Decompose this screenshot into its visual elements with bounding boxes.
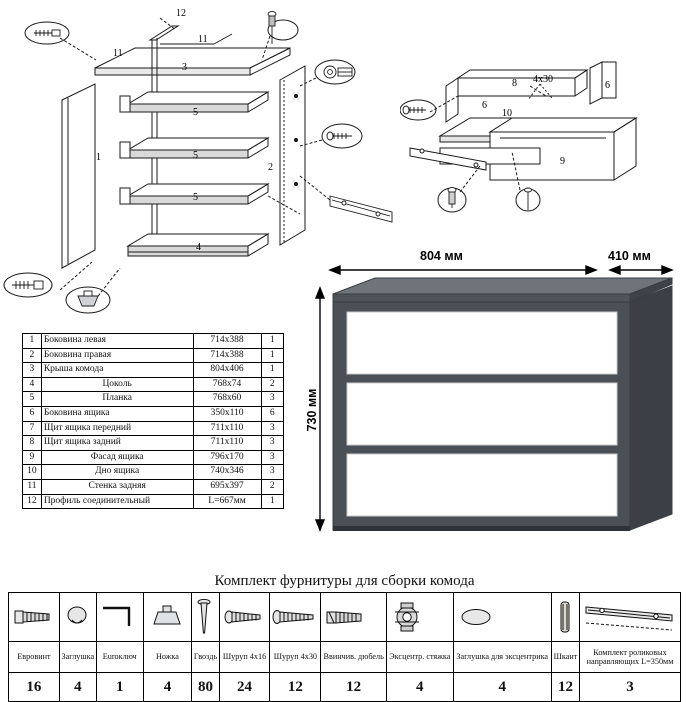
- part-name: Профиль соединительный: [41, 494, 193, 509]
- part-size: 711х110: [193, 436, 261, 451]
- hardware-count: 3: [580, 673, 681, 702]
- part-number: 1: [23, 334, 42, 349]
- part-size: 804х406: [193, 363, 261, 378]
- part-qty: 2: [261, 479, 284, 494]
- part-qty: 2: [261, 377, 284, 392]
- part-name: Стенка задняя: [41, 479, 193, 494]
- hardware-count: 4: [387, 673, 454, 702]
- svg-text:11: 11: [113, 48, 123, 59]
- svg-text:5: 5: [193, 192, 198, 203]
- table-row: [23, 465, 284, 480]
- svg-text:5: 5: [193, 107, 198, 118]
- hardware-count: 12: [551, 673, 579, 702]
- hardware-label: Ввинчив. дюбель: [321, 642, 387, 673]
- cam-cover-icon: [453, 593, 551, 642]
- hardware-kit-title: Комплект фурнитуры для сборки комода: [214, 573, 475, 589]
- part-qty: 3: [261, 450, 284, 465]
- part-qty: 3: [261, 392, 284, 407]
- part-name: Цоколь: [41, 377, 193, 392]
- hardware-label: Заглушка: [59, 642, 96, 673]
- hardware-label: Euroключ: [96, 642, 143, 673]
- table-row: [23, 334, 284, 349]
- part-qty: 3: [261, 465, 284, 480]
- part-size: 768х74: [193, 377, 261, 392]
- hardware-count: 1: [96, 673, 143, 702]
- part-number: 2: [23, 348, 42, 363]
- hardware-label: Заглушка для эксцентрика: [453, 642, 551, 673]
- hardware-count: 80: [192, 673, 219, 702]
- part-number: 5: [23, 392, 42, 407]
- height-dimension-label: 730 мм: [305, 388, 319, 432]
- part-size: 711х110: [193, 421, 261, 436]
- part-number: 7: [23, 421, 42, 436]
- part-number: 9: [23, 450, 42, 465]
- callout-12: 12: [176, 8, 186, 19]
- depth-dimension-label: 410 мм: [608, 249, 651, 263]
- part-name: Боковина правая: [41, 348, 193, 363]
- table-row: [23, 377, 284, 392]
- svg-text:5: 5: [193, 150, 198, 161]
- part-name: Щит ящика передний: [41, 421, 193, 436]
- hardware-label: Эксцентр. стяжка: [387, 642, 454, 673]
- table-row: [23, 406, 284, 421]
- nail-icon: [192, 593, 219, 642]
- part-qty: 1: [261, 363, 284, 378]
- hardware-label: Шкант: [551, 642, 579, 673]
- part-number: 8: [23, 436, 42, 451]
- hardware-label: Гвоздь: [192, 642, 219, 673]
- hardware-label: Комплект роликовых направляющих L=350мм: [580, 642, 681, 673]
- hardware-kit-table: [8, 592, 681, 702]
- part-name: Боковина ящика: [41, 406, 193, 421]
- width-dimension-label: 804 мм: [420, 249, 463, 263]
- part-number: 12: [23, 494, 42, 509]
- hardware-count: 4: [59, 673, 96, 702]
- screw-4x30-icon: [270, 593, 321, 642]
- allen-key-icon: [96, 593, 143, 642]
- part-number: 4: [23, 377, 42, 392]
- part-qty: 1: [261, 348, 284, 363]
- table-row: [23, 450, 284, 465]
- svg-text:4: 4: [196, 242, 201, 253]
- part-number: 10: [23, 465, 42, 480]
- wooden-dowel-icon: [551, 593, 579, 642]
- hardware-label: Ножка: [143, 642, 192, 673]
- table-row: [23, 494, 284, 509]
- svg-text:8: 8: [512, 78, 517, 89]
- part-qty: 3: [261, 421, 284, 436]
- svg-text:1: 1: [96, 152, 101, 163]
- part-number: 11: [23, 479, 42, 494]
- confirmat-dowel-icon: [321, 593, 387, 642]
- svg-text:9: 9: [560, 156, 565, 167]
- svg-text:6: 6: [605, 80, 610, 91]
- hardware-count: 4: [453, 673, 551, 702]
- table-row: [23, 348, 284, 363]
- svg-text:4х30: 4х30: [533, 74, 553, 85]
- table-row: [23, 479, 284, 494]
- part-name: Фасад ящика: [41, 450, 193, 465]
- hardware-label: Шуруп 4х16: [219, 642, 270, 673]
- part-name: Крыша комода: [41, 363, 193, 378]
- dresser-product-illustration: [300, 240, 689, 570]
- euro-screw-icon: [9, 593, 60, 642]
- table-row: [23, 392, 284, 407]
- cap-cover-icon: [59, 593, 96, 642]
- part-name: Дно ящика: [41, 465, 193, 480]
- furniture-foot-icon: [143, 593, 192, 642]
- hardware-count: 12: [270, 673, 321, 702]
- part-size: 740х346: [193, 465, 261, 480]
- hardware-count: 24: [219, 673, 270, 702]
- part-qty: 1: [261, 494, 284, 509]
- part-size: 714х388: [193, 334, 261, 349]
- svg-text:6: 6: [482, 100, 487, 111]
- hardware-count: 12: [321, 673, 387, 702]
- hardware-label: Евровинт: [9, 642, 60, 673]
- part-number: 6: [23, 406, 42, 421]
- part-size: 796х170: [193, 450, 261, 465]
- svg-text:2: 2: [268, 162, 273, 173]
- part-size: L=667мм: [193, 494, 261, 509]
- part-size: 695х397: [193, 479, 261, 494]
- part-qty: 1: [261, 334, 284, 349]
- drawer-slides-icon: [580, 593, 681, 642]
- part-size: 768х60: [193, 392, 261, 407]
- part-number: 3: [23, 363, 42, 378]
- screw-4x16-icon: [219, 593, 270, 642]
- part-name: Боковина левая: [41, 334, 193, 349]
- cam-lock-icon: [387, 593, 454, 642]
- part-qty: 3: [261, 436, 284, 451]
- hardware-label: Шуруп 4х30: [270, 642, 321, 673]
- part-size: 350х110: [193, 406, 261, 421]
- svg-text:10: 10: [502, 108, 512, 119]
- part-name: Планка: [41, 392, 193, 407]
- table-row: [23, 436, 284, 451]
- parts-list-table: [22, 333, 284, 509]
- hardware-count: 4: [143, 673, 192, 702]
- svg-text:11: 11: [198, 34, 208, 45]
- hardware-count: 16: [9, 673, 60, 702]
- part-size: 714х388: [193, 348, 261, 363]
- svg-text:3: 3: [182, 62, 187, 73]
- part-qty: 6: [261, 406, 284, 421]
- table-row: [23, 363, 284, 378]
- part-name: Щит ящика задний: [41, 436, 193, 451]
- table-row: [23, 421, 284, 436]
- drawer-exploded-diagram: [400, 40, 680, 225]
